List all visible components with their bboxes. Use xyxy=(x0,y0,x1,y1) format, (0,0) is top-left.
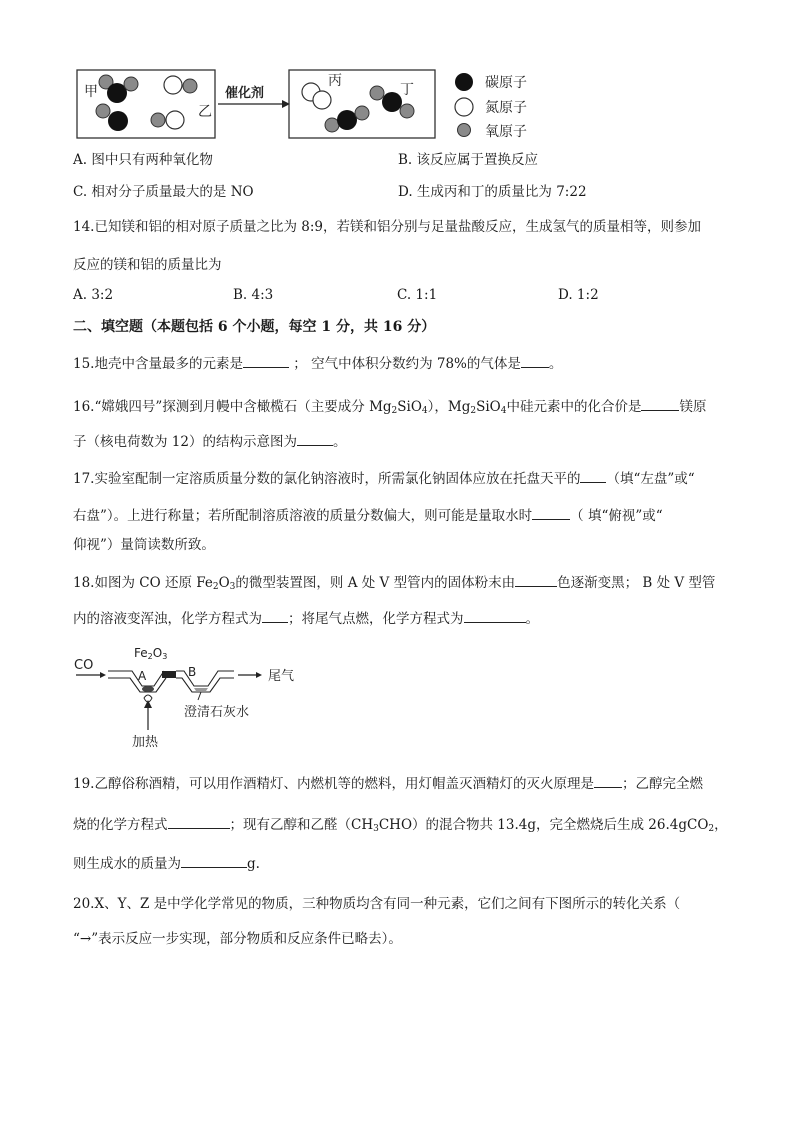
q18-text-6: ；将尾气点燃，化学方程式为 xyxy=(288,611,464,627)
q18-sub-2: 3 xyxy=(229,582,236,592)
q20-line2: “→”表示反应一步实现，部分物质和反应条件已略去）。 xyxy=(73,931,402,947)
tube-connector xyxy=(162,671,176,678)
q17-blank-1[interactable] xyxy=(580,468,606,483)
oxygen-atom xyxy=(325,118,339,132)
q13-option-d: D. 生成丙和丁的质量比为 7:22 xyxy=(398,184,587,200)
q14-option-c: C. 1:1 xyxy=(397,287,438,303)
oxygen-atom xyxy=(370,86,384,100)
q19-line3 xyxy=(73,853,260,873)
q19-sub-2: 2 xyxy=(708,824,715,834)
product-box xyxy=(289,70,435,138)
q13-option-c: C. 相对分子质量最大的是 NO xyxy=(73,184,254,200)
q14-option-a: A. 3:2 xyxy=(73,287,114,303)
q19-text-5: CHO）的混合物共 13.4g，完全燃烧后生成 26.4gCO xyxy=(378,817,709,833)
q18-text-1: 18.如图为 CO 还原 Fe xyxy=(73,575,213,591)
nitrogen-atom xyxy=(164,76,182,94)
label-yi: 乙 xyxy=(198,104,212,120)
oxygen-atom xyxy=(124,77,138,91)
q18-text-3: 的微型装置图，则 A 处 V 型管内的固体粉末由 xyxy=(235,575,516,591)
q15-text-3: 。 xyxy=(548,356,563,372)
nitrogen-atom xyxy=(313,91,331,109)
label-b: B xyxy=(188,665,197,679)
q18-text-2: O xyxy=(218,575,230,591)
oxygen-atom xyxy=(151,113,165,127)
q18-line1 xyxy=(73,572,715,592)
carbon-atom xyxy=(337,110,357,130)
q16-blank-1[interactable] xyxy=(641,396,679,411)
q17-text-4: （ 填“俯视”或“ xyxy=(570,508,663,524)
label-jia: 甲 xyxy=(84,84,98,100)
q19-text-6: ， xyxy=(714,817,728,833)
q19-text-3: 烧的化学方程式 xyxy=(73,817,168,833)
q16-sub-2: 4 xyxy=(421,406,428,416)
legend-nitrogen-icon xyxy=(455,98,473,116)
q14-stem-line1: 14.已知镁和铝的相对原子质量之比为 8:9，若镁和铝分别与足量盐酸反应，生成氢气的质量相等，则参加 xyxy=(73,219,701,235)
reaction-diagram xyxy=(70,62,550,146)
q16-line1 xyxy=(73,396,706,416)
oxygen-atom xyxy=(183,79,197,93)
co-arrow-head xyxy=(100,672,106,678)
label-a: A xyxy=(138,669,147,683)
tail-arrow-head xyxy=(256,672,262,678)
q16-line2 xyxy=(73,431,346,451)
nitrogen-atom xyxy=(166,111,184,129)
q19-text-4: ；现有乙醇和乙醛（CH xyxy=(229,817,374,833)
q16-text-5: 中硅元素中的化合价是 xyxy=(506,399,642,415)
q16-sub-3: 2 xyxy=(470,406,477,416)
q17-text-5: 仰视”）量筒读数所致。 xyxy=(73,537,215,553)
q16-text-2: SiO xyxy=(397,399,422,415)
q16-text-8: 。 xyxy=(332,434,347,450)
q14-stem-line2: 反应的镁和铝的质量比为 xyxy=(73,257,222,273)
oxygen-atom xyxy=(96,104,110,118)
oxygen-atom xyxy=(400,104,414,118)
fe2o3-powder xyxy=(142,686,154,692)
label-ding: 丁 xyxy=(400,82,414,98)
q18-text-4: 色逐渐变黑； B 处 V 型管 xyxy=(557,575,716,591)
co-label: CO xyxy=(74,658,94,673)
q17-line3 xyxy=(73,536,215,554)
heating-arrow-head xyxy=(144,700,152,708)
q17-line2 xyxy=(73,505,663,525)
q20-line1: 20.X、Y、Z 是中学化学常见的物质，三种物质均含有同一种元素，它们之间有下图所示的转化关系（ xyxy=(73,896,681,912)
q16-text-4: SiO xyxy=(476,399,501,415)
q18-blank-1[interactable] xyxy=(515,572,557,587)
q18-text-7: 。 xyxy=(525,611,539,627)
q15-text-2: ； 空气中体积分数约为 78%的气体是 xyxy=(293,356,521,372)
fe2o3-label: Fe2O3 xyxy=(134,646,168,661)
q18-blank-3[interactable] xyxy=(464,608,526,623)
heating-label: 加热 xyxy=(132,735,159,750)
q14-option-b: B. 4:3 xyxy=(233,287,274,303)
q16-text-3: ），Mg xyxy=(427,399,471,415)
legend-carbon-icon xyxy=(455,73,473,91)
limewater-liquid xyxy=(194,688,208,691)
q19-text-7: 则生成水的质量为 xyxy=(73,856,181,872)
carbon-atom xyxy=(382,92,402,112)
q13-option-a: A. 图中只有两种氧化物 xyxy=(73,152,213,168)
q13-option-b: B. 该反应属于置换反应 xyxy=(398,152,539,168)
q19-text-2: ；乙醇完全燃 xyxy=(621,776,703,792)
apparatus-diagram xyxy=(70,642,340,750)
q17-text-1: 17.实验室配制一定溶质质量分数的氯化钠溶液时，所需氯化钠固体应放在托盘天平的 xyxy=(73,471,581,487)
q19-text-8: g. xyxy=(247,856,260,872)
q16-text-1: 16.“嫦娥四号”探测到月幔中含橄榄石（主要成分 Mg xyxy=(73,399,392,415)
q19-sub-1: 3 xyxy=(373,824,379,834)
q19-blank-3[interactable] xyxy=(181,853,247,868)
q15-blank-2[interactable] xyxy=(521,353,549,368)
q17-text-3: 右盘”）。上进行称量；若所配制溶质溶液的质量分数偏大，则可能是量取水时 xyxy=(73,508,533,524)
q19-blank-2[interactable] xyxy=(168,814,230,829)
q16-blank-2[interactable] xyxy=(297,431,333,446)
q18-blank-2[interactable] xyxy=(262,608,288,623)
limewater-pointer xyxy=(198,692,201,700)
section-title: 二、填空题（本题包括 6 个小题，每空 1 分，共 16 分） xyxy=(73,319,436,335)
q16-sub-4: 4 xyxy=(500,406,507,416)
legend-oxygen-label: 氧原子 xyxy=(485,124,527,140)
tail-gas-label: 尾气 xyxy=(268,669,295,684)
legend-oxygen-icon xyxy=(458,124,471,137)
q17-blank-2[interactable] xyxy=(532,505,570,520)
q17-text-2: （填“左盘”或“ xyxy=(606,471,695,487)
q16-text-6: 镁原 xyxy=(679,399,707,415)
q15 xyxy=(73,353,562,373)
q18-line2 xyxy=(73,608,539,628)
legend-nitrogen-label: 氮原子 xyxy=(485,100,527,116)
catalyst-label: 催化剂 xyxy=(225,86,265,101)
q19-text-1: 19.乙醇俗称酒精，可以用作酒精灯、内燃机等的燃料，用灯帽盖灭酒精灯的灭火原理是 xyxy=(73,776,594,792)
q19-blank-1[interactable] xyxy=(594,773,622,788)
q18-text-5: 内的溶液变浑浊，化学方程式为 xyxy=(73,611,262,627)
q18-sub-1: 2 xyxy=(212,582,219,592)
label-bing: 丙 xyxy=(328,73,342,89)
q16-text-7: 子（核电荷数为 12）的结构示意图为 xyxy=(73,434,297,450)
q15-blank-1[interactable] xyxy=(243,353,289,368)
q17-line1 xyxy=(73,468,695,488)
q19-line1 xyxy=(73,773,703,793)
q16-sub-1: 2 xyxy=(391,406,398,416)
q15-text-1: 15.地壳中含量最多的元素是 xyxy=(73,356,243,372)
q14-option-d: D. 1:2 xyxy=(558,287,599,303)
carbon-atom xyxy=(108,111,128,131)
legend-carbon-label: 碳原子 xyxy=(485,75,527,91)
q19-line2 xyxy=(73,814,728,834)
limewater-label: 澄清石灰水 xyxy=(184,705,250,720)
oxygen-atom xyxy=(355,106,369,120)
